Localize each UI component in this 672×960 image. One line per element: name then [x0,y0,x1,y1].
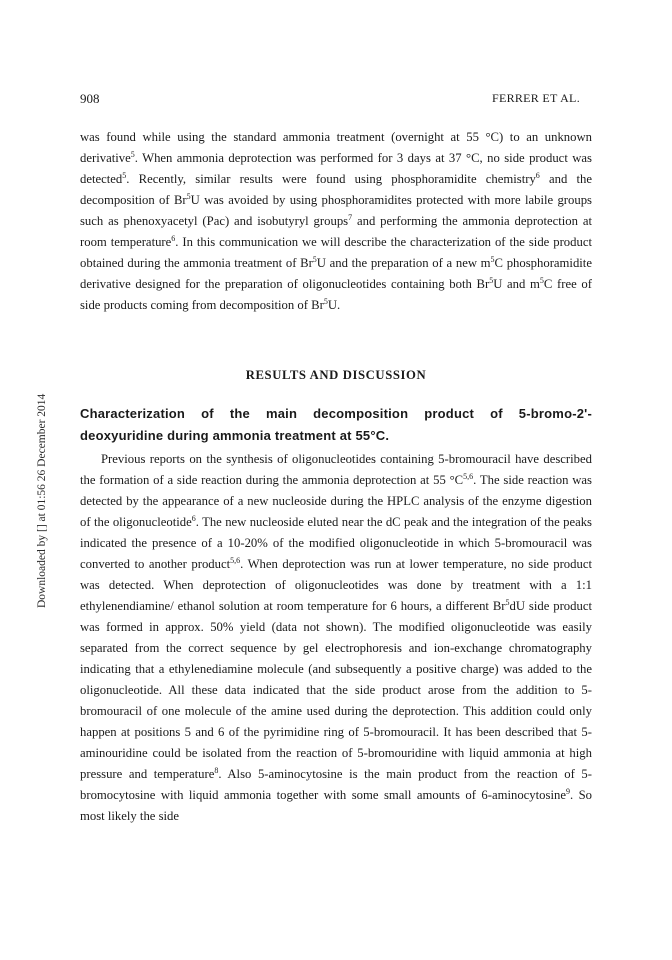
paragraph-results: Previous reports on the synthesis of oligonucleotides containing 5-bromouracil have described the formation of a side reaction during the ammonia deprotection at 55 $^\circ C^{5,6}$. The side reaction was detected by the appearance of a new nucleoside during the HPLC analysis of the enzyme digestion of the oligonucleotide$^6$. The new nucleoside eluted near the dC peak and the integration of the peaks indicated the presence of a 10-20% of the modified oligonucleotide in which 5-bromouracil was converted to another product$^{5,6}$. When deprotection was run at lower temperature, no side product was detected. When deprotection of oligonucleotides was done by treatment with a 1:1 ethylenendiamine/ ethanol solution at room temperature for 6 hours, a different Br$^5$dU side product was formed in approx. 50% yield (data not shown). The modified oligonucleotide was easily separated from the correct sequence by gel electrophoresis and ion-exchange chromatography indicating that a ethylenediamine molecule (and subsequently a positive charge) was added to the oligonucleotide. All these data indicated that the side product arose from the addition to 5-bromouracil of one molecule of the amine used during the deprotection. This addition could only happen at positions 5 and 6 of the pyrimidine ring of 5-bromouracil. It has been described that 5-aminouridine could be isolated from the reaction of 5-bromouridine with liquid ammonia at high pressure and temperature$^8$. Also 5-aminocytosine is the main product from the reaction of 5-bromocytosine with liquid ammonia together with some small amounts of 6-aminocytosine$^9$. So most likely the side [80,452,592,823]
download-watermark: Downloaded by [] at 01:56 26 December 2014 [36,393,48,608]
subsection-heading-line1: Characterization of the main decomposition product of 5-bromo-2'- [80,406,592,421]
page-number: 908 [80,91,100,106]
subsection-heading-line2: deoxyuridine during ammonia treatment at 55°C. [80,428,390,443]
article-body [80,127,592,827]
subsection-heading [80,403,592,447]
running-head: FERRER ET AL. [491,91,580,105]
section-heading: RESULTS AND DISCUSSION [245,368,427,382]
paragraph-intro-continued: was found while using the standard ammonia treatment (overnight at 55 °C) to an unknown derivative$^5$. When ammonia deprotection was performed for 3 days at 37 °C, no side product was detected$^5$. Recently, similar results were found using phosphoramidite chemistry$^6$ and the decomposition of Br$^5$U was avoided by using phosphoramidites protected with more labile groups such as phenoxyacetyl (Pac) and isobutyryl groups$^7$ and performing the ammonia deprotection at room temperature$^6$. In this communication we will describe the characterization of the side product obtained during the ammonia treatment of Br$^5$U and the preparation of a new $m^5C$ phosphoramidite derivative designed for the preparation of oligonucleotides containing both Br$^5$U and $m^5C$ free of side products coming from decomposition of Br$^5$U. [80,130,592,312]
